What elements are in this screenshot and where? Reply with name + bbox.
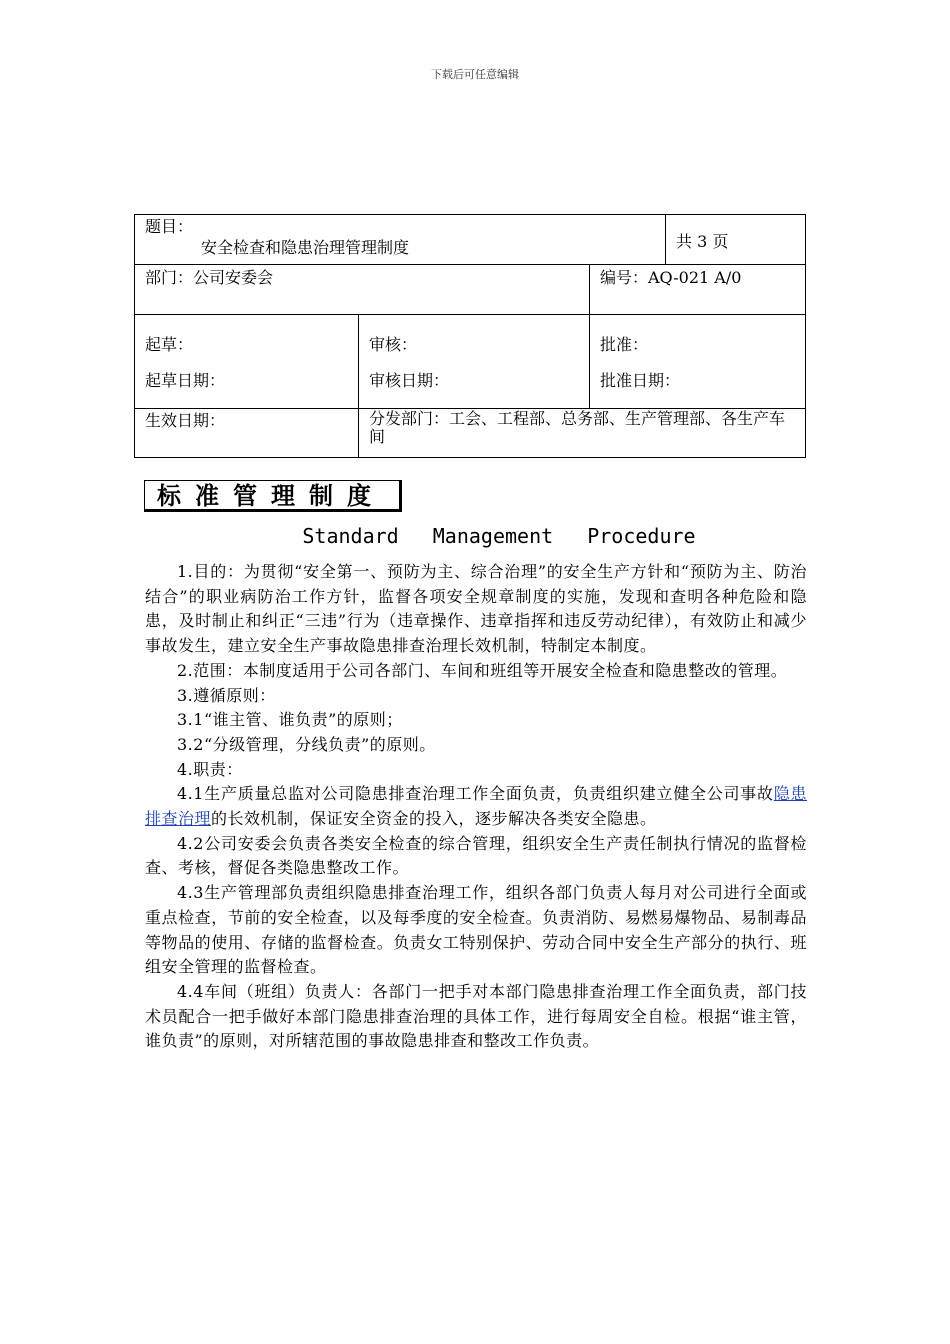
document-body bbox=[145, 560, 807, 1054]
review-date-label: 审核日期： bbox=[369, 371, 450, 390]
document-code: 编号：AQ-021 A/0 bbox=[590, 265, 806, 315]
approve-label: 批准： bbox=[600, 335, 649, 354]
review-cell bbox=[359, 315, 590, 409]
approve-date-label: 批准日期： bbox=[600, 371, 681, 390]
section-purpose: 1.目的：为贯彻“安全第一、预防为主、综合治理”的安全生产方针和“预防为主、防治结合”的职业病防治工作方针，监督各项安全规章制度的实施，发现和查明各种危险和隐患，及时制止和纠正“三违”行为（违章操作、违章指挥和违反劳动纪律），有效防止和减少事故发生，建立安全生产事故隐患排查治理长效机制，特制定本制度。 bbox=[145, 562, 807, 656]
department: 部门：公司安委会 bbox=[135, 265, 590, 315]
header-note: 下载后可任意编辑 bbox=[431, 68, 519, 81]
effective-date-label: 生效日期： bbox=[145, 411, 226, 430]
duty-4-2: 4.2公司安委会负责各类安全检查的综合管理，组织安全生产责任制执行情况的监督检查、考核，督促各类隐患整改工作。 bbox=[145, 833, 807, 878]
page-count: 共 3 页 bbox=[676, 232, 729, 251]
draft-cell bbox=[135, 315, 359, 409]
effective-cell bbox=[135, 409, 359, 458]
title-label: 题目： bbox=[145, 217, 194, 236]
pages-cell bbox=[666, 215, 806, 265]
standard-banner: 标准管理制度 bbox=[144, 480, 402, 512]
title-cell bbox=[135, 215, 666, 265]
review-label: 审核： bbox=[369, 335, 418, 354]
section-duties: 4.职责： bbox=[177, 759, 243, 779]
duty-4-1-text-b: 的长效机制，保证安全资金的投入，逐步解决各类安全隐患。 bbox=[211, 809, 657, 829]
english-title: Standard Management Procedure bbox=[302, 524, 696, 548]
distribution-departments: 分发部门：工会、工程部、总务部、生产管理部、各生产车间 bbox=[369, 409, 786, 446]
section-principles: 3.遵循原则： bbox=[177, 685, 276, 705]
section-scope: 2.范围：本制度适用于公司各部门、车间和班组等开展安全检查和隐患整改的管理。 bbox=[177, 660, 788, 680]
draft-label: 起草： bbox=[145, 335, 194, 354]
duty-4-1-text-a: 4.1生产质量总监对公司隐患排查治理工作全面负责，负责组织建立健全公司事故 bbox=[177, 784, 774, 804]
duty-4-1 bbox=[145, 782, 807, 831]
duty-4-3: 4.3生产管理部负责组织隐患排查治理工作，组织各部门负责人每月对公司进行全面或重点检查，节前的安全检查，以及每季度的安全检查。负责消防、易燃易爆物品、易制毒品等物品的使用、存储的监督检查。负责女工特别保护、劳动合同中安全生产部分的执行、班组安全管理的监督检查。 bbox=[145, 883, 807, 977]
document-title: 安全检查和隐患治理管理制度 bbox=[201, 238, 410, 257]
principle-3-1: 3.1“谁主管、谁负责”的原则； bbox=[177, 710, 403, 730]
distribution-cell bbox=[359, 409, 806, 458]
principle-3-2: 3.2“分级管理，分线负责”的原则。 bbox=[177, 734, 436, 754]
approve-cell bbox=[590, 315, 806, 409]
hazard-management-link[interactable]: 隐患排查治理 bbox=[145, 784, 807, 829]
document-header-table bbox=[134, 214, 806, 458]
duty-4-4: 4.4车间（班组）负责人：各部门一把手对本部门隐患排查治理工作全面负责，部门技术员配合一把手做好本部门隐患排查治理的具体工作，进行每周安全自检。根据“谁主管，谁负责”的原则，对所辖范围的事故隐患排查和整改工作负责。 bbox=[145, 981, 807, 1051]
draft-date-label: 起草日期： bbox=[145, 371, 226, 390]
